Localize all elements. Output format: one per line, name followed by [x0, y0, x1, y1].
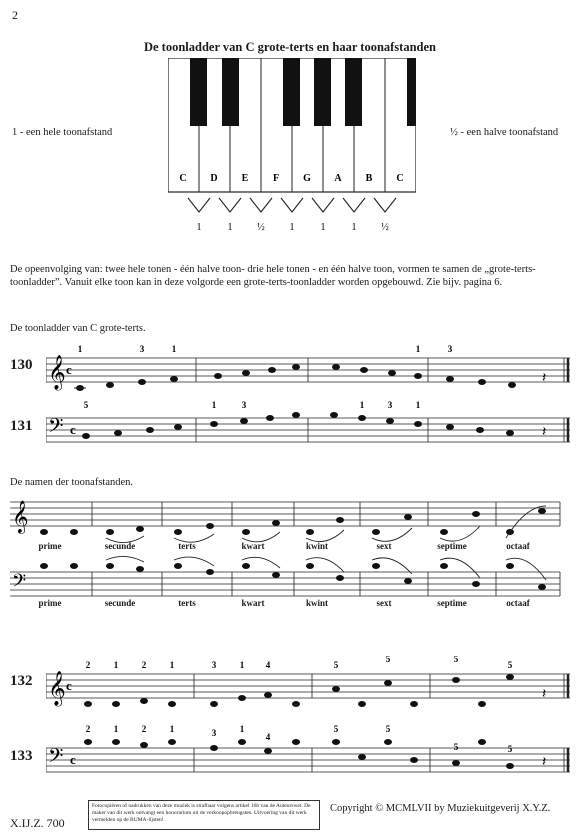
fingering: 5: [333, 660, 339, 670]
key-label: B: [365, 173, 373, 184]
key-label: C: [396, 173, 404, 184]
treble-clef-icon: 𝄞: [48, 356, 66, 389]
legend-whole-tone: 1 - een hele toonafstand: [12, 127, 113, 138]
interval-name: septime: [437, 541, 467, 551]
notes: [82, 412, 514, 439]
interval-name: sext: [376, 541, 392, 551]
interval-value: 1: [289, 222, 295, 233]
interval-staves: [10, 492, 572, 612]
fingering: 5: [453, 742, 459, 752]
fingering: 1: [169, 660, 175, 670]
interval-name: prime: [38, 541, 62, 551]
fingering: 1: [113, 660, 119, 670]
fingering: 1: [415, 344, 421, 354]
fingering: 3: [211, 728, 217, 738]
catalog-code: X.IJ.Z. 700: [10, 816, 65, 830]
interval-name: sext: [376, 598, 392, 608]
interval-value: ½: [381, 222, 389, 233]
interval-name: octaaf: [506, 541, 530, 551]
time-signature: c: [66, 678, 72, 693]
page-title: De toonladder van C grote-terts en haar toonafstanden: [143, 40, 436, 54]
interval-value: 1: [227, 222, 233, 233]
interval-value: 1: [351, 222, 357, 233]
fingering: 4: [265, 660, 271, 670]
staff-exercise-131: [46, 400, 572, 460]
fingering: 3: [211, 660, 217, 670]
staff-exercise-130: [46, 340, 572, 400]
fingering: 5: [385, 656, 391, 664]
fingering: 1: [239, 660, 245, 670]
key-label: C: [179, 173, 187, 184]
interval-name: secunde: [104, 598, 136, 608]
section-title-scale: De toonladder van C grote-terts.: [10, 323, 146, 334]
interval-name: terts: [178, 541, 196, 551]
key-label: E: [241, 173, 249, 184]
interval-value: 1: [196, 222, 202, 233]
staff-exercise-133: [46, 722, 572, 788]
treble-clef-icon: 𝄞: [12, 502, 29, 533]
fingering: 2: [85, 724, 91, 734]
exercise-number: 131: [10, 418, 33, 434]
fingering: 3: [241, 400, 247, 410]
explanation-paragraph: De opeenvolging van: twee hele tonen - één halve toon- drie hele tonen - en één halve toon, vormen te samen de „grote-terts-toonladder”. Vanuit elke toon kan in deze volgorde een grote-terts-toonladder worden opgebouwd. Zie bijv. pagina 6.: [10, 264, 536, 288]
svg-text:𝄽: 𝄽: [542, 687, 547, 702]
svg-text:𝄽: 𝄽: [542, 755, 547, 770]
bass-clef-icon: 𝄢: [48, 416, 64, 442]
key-label: A: [334, 173, 342, 184]
fingering: 5: [507, 660, 513, 670]
notes: [74, 364, 516, 391]
piano-keyboard: [168, 58, 416, 258]
fingering: 3: [447, 344, 453, 354]
copyright-notice-box: Fotocopiëren of nadrukken van deze muziek is strafbaar volgens artikel 16b van de Auteurswet. De maker van dit werk ontvangt een honorarium uit de verkoopopbrengsten. Uitvoering van dit werk vermelden op de BUMA-lijsten!: [88, 800, 320, 830]
exercise-number: 132: [10, 673, 33, 689]
interval-name: kwint: [305, 541, 328, 551]
fingering: 3: [387, 400, 393, 410]
fingering: 3: [139, 344, 145, 354]
interval-name: secunde: [104, 541, 136, 551]
interval-name: kwint: [305, 598, 328, 608]
fingering: 1: [415, 400, 421, 410]
interval-name: kwart: [241, 541, 265, 551]
fingering: 1: [171, 344, 177, 354]
exercise-number: 133: [10, 748, 33, 764]
fingering: 1: [77, 344, 83, 354]
page-number: 2: [12, 8, 18, 22]
fingering: 1: [169, 724, 175, 734]
fingering: 1: [359, 400, 365, 410]
fingering: 5: [83, 400, 89, 410]
fingering: 2: [141, 724, 147, 734]
fingering: 5: [385, 724, 391, 734]
svg-text:𝄽: 𝄽: [542, 371, 547, 386]
time-signature: c: [70, 752, 76, 767]
copyright-line: Copyright © MCMLVII by Muziekuitgeverij X.Y.Z.: [330, 803, 551, 814]
fingering: 5: [333, 724, 339, 734]
interval-name: kwart: [241, 598, 265, 608]
key-label: G: [303, 173, 311, 184]
bass-clef-icon: 𝄢: [12, 570, 27, 595]
svg-text:𝄽: 𝄽: [542, 425, 547, 440]
interval-value: 1: [320, 222, 326, 233]
fingering: 5: [453, 656, 459, 664]
interval-name: prime: [38, 598, 62, 608]
bass-clef-icon: 𝄢: [48, 746, 64, 772]
time-signature: c: [66, 362, 72, 377]
staff-exercise-132: [46, 656, 572, 716]
fingering: 1: [211, 400, 217, 410]
interval-value: ½: [257, 222, 265, 233]
interval-markers: [188, 198, 396, 212]
fingering: 1: [239, 724, 245, 734]
fingering: 2: [141, 660, 147, 670]
fingering: 4: [265, 732, 271, 742]
interval-name: septime: [437, 598, 467, 608]
fingering: 1: [113, 724, 119, 734]
interval-name: terts: [178, 598, 196, 608]
treble-clef-icon: 𝄞: [48, 672, 66, 705]
time-signature: c: [70, 422, 76, 437]
fingering: 5: [507, 744, 513, 754]
key-label: F: [272, 173, 280, 184]
interval-name: octaaf: [506, 598, 530, 608]
legend-half-tone: ½ - een halve toonafstand: [450, 127, 559, 138]
key-label: D: [210, 173, 218, 184]
exercise-number: 130: [10, 357, 33, 373]
section-title-intervals: De namen der toonafstanden.: [10, 477, 134, 488]
fingering: 2: [85, 660, 91, 670]
